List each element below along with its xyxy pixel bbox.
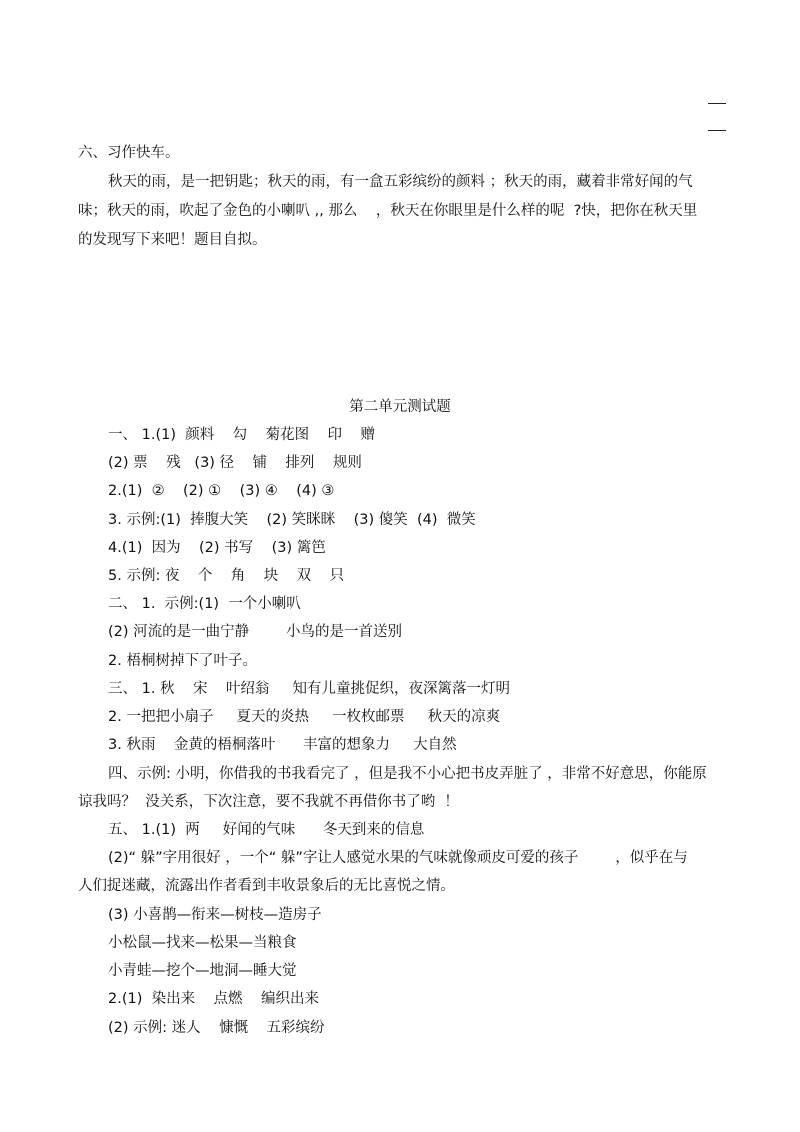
answer-line: 四、示例: 小明，你借我的书我看完了 ，但是我不小心把书皮弄脏了 ，非常不好意思，你能原 <box>108 766 707 782</box>
answer-line: 5. 示例: 夜 个 角 块 双 只 <box>108 568 345 584</box>
paragraph-line: 味；秋天的雨，吹起了金色的小喇叭 ,, 那么 ，秋天在你眼里是什么样的呢 ?快，把你在秋天里 <box>78 203 698 219</box>
answer-line: 2. 梧桐树掉下了叶子。 <box>108 653 257 669</box>
answer-line: 三、 1. 秋 宋 叶绍翁 知有儿童挑促织，夜深篱落一灯明 <box>108 681 510 697</box>
answer-line: 五、 1.(1) 两 好闻的气味 冬天到来的信息 <box>108 822 425 838</box>
answer-line: 小青蛙—挖个—地洞—睡大觉 <box>108 963 297 979</box>
answer-line: 2.(1) ② (2) ① (3) ④ (4) ③ <box>108 483 335 499</box>
answer-line: 小松鼠—找来—松果—当粮食 <box>108 935 297 951</box>
answer-line: 4.(1) 因为 (2) 书写 (3) 篱笆 <box>108 540 326 556</box>
margin-dash-mark <box>708 130 726 131</box>
answer-line: (2) 票 残 (3) 径 铺 排列 规则 <box>108 455 362 471</box>
answer-line: 2.(1) 染出来 点燃 编织出来 <box>108 991 319 1007</box>
margin-dash-mark <box>708 103 726 104</box>
answer-line: 3. 秋雨 金黄的梧桐落叶 丰富的想象力 大自然 <box>108 737 457 753</box>
answer-line: 谅我吗？ 没关系，下次注意，要不我就不再借你书了哟 ！ <box>78 794 459 810</box>
answer-line: 一、 1.(1) 颜料 勾 菊花图 印 赠 <box>108 427 375 443</box>
answer-line: (2)“ 躲”字用很好 ，一个“ 躲”字让人感觉水果的气味就像顽皮可爱的孩子 ，似乎在与 <box>108 850 688 866</box>
paragraph-line: 秋天的雨，是一把钥匙；秋天的雨，有一盒五彩缤纷的颜料 ；秋天的雨，藏着非常好闻的气 <box>108 174 693 190</box>
answer-line: 二、 1. 示例:(1) 一个小喇叭 <box>108 596 301 612</box>
paragraph-line: 的发现写下来吧！题目自拟。 <box>78 232 267 248</box>
answer-line: 3. 示例:(1) 捧腹大笑 (2) 笑眯眯 (3) 傻笑 (4) 微笑 <box>108 512 476 528</box>
section-title: 六、习作快车。 <box>78 145 180 161</box>
answer-line: 2. 一把把小扇子 夏天的炎热 一枚枚邮票 秋天的凉爽 <box>108 709 501 725</box>
answer-line: (3) 小喜鹊—衔来—树枝—造房子 <box>108 907 322 923</box>
answers-title: 第二单元测试题 <box>349 399 451 415</box>
answer-line: (2) 河流的是一曲宁静 小鸟的是一首送别 <box>108 624 403 640</box>
answer-line: (2) 示例: 迷人 慷慨 五彩缤纷 <box>108 1020 325 1036</box>
answer-line: 人们捉迷藏，流露出作者看到丰收景象后的无比喜悦之情。 <box>78 878 455 894</box>
